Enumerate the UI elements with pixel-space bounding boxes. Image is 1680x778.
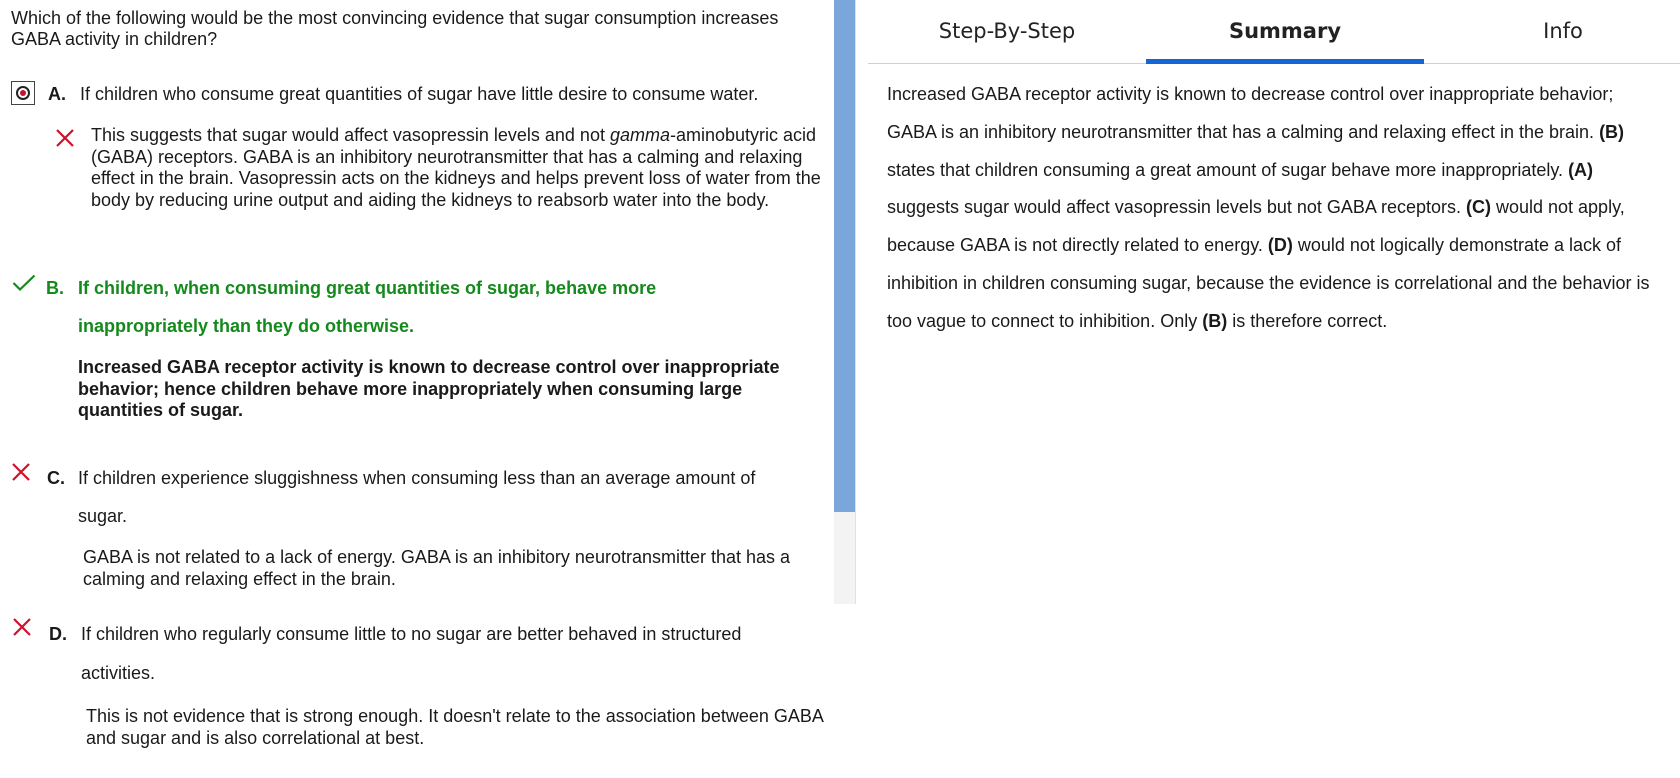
option-a-letter: A.: [48, 84, 66, 104]
radio-selected-icon[interactable]: [11, 81, 35, 105]
option-d-explanation: This is not evidence that is strong enough. It doesn't relate to the association between GABA and sugar and is also correlational at best.: [86, 706, 823, 748]
option-c-text-line1[interactable]: If children experience sluggishness when consuming less than an average amount of: [78, 468, 756, 488]
scrollbar[interactable]: [834, 0, 856, 604]
option-b-text-line1[interactable]: If children, when consuming great quantities of sugar, behave more: [78, 278, 657, 298]
option-a-explanation: This suggests that sugar would affect vasopressin levels and not gamma-aminobutyric acid (GABA) receptors. GABA is an inhibitory neurotransmitter that has a calming and relaxing effect in the brain. Vasopressin acts on the kidneys and helps prevent loss of water from the body by reducing urine output and aiding the kidneys to reabsorb water into the body.: [91, 125, 821, 210]
tab-bar: [868, 0, 1680, 64]
option-b-explanation: Increased GABA receptor activity is known to decrease control over inappropriate behavior; hence children behave more inappropriately when consuming large quantities of sugar.: [78, 357, 780, 420]
option-c-letter: C.: [47, 468, 65, 488]
explanation-panel: [856, 0, 1680, 778]
x-mark-icon: [12, 617, 32, 637]
option-d-text-line2[interactable]: activities.: [81, 663, 156, 683]
option-a-text[interactable]: If children who consume great quantities of sugar have little desire to consume water.: [80, 84, 759, 104]
tab-summary[interactable]: Summary: [1146, 0, 1424, 63]
option-b-text-line2[interactable]: inappropriately than they do otherwise.: [78, 316, 415, 336]
question-text: Which of the following would be the most convincing evidence that sugar consumption increases GABA activity in children?: [11, 8, 779, 49]
option-c-explanation: GABA is not related to a lack of energy. GABA is an inhibitory neurotransmitter that has a calming and relaxing effect in the brain.: [83, 547, 791, 589]
scrollbar-thumb[interactable]: [834, 0, 855, 512]
option-d-text-line1[interactable]: If children who regularly consume little to no sugar are better behaved in structured: [81, 624, 742, 644]
option-c-text-line2[interactable]: sugar.: [78, 506, 128, 526]
checkmark-icon: [12, 274, 36, 292]
option-d-letter: D.: [49, 624, 67, 644]
tab-info[interactable]: Info: [1543, 19, 1583, 43]
x-mark-icon: [11, 462, 31, 482]
tab-step-by-step[interactable]: Step-By-Step: [938, 19, 1076, 43]
x-mark-icon: [55, 128, 75, 148]
option-b-letter: B.: [46, 278, 64, 298]
summary-text: Increased GABA receptor activity is known to decrease control over inappropriate behavior; GABA is an inhibitory neurotransmitter that has a calming and relaxing effect in the brain. (B) states that children consuming a great amount of sugar behave more inappropriately. (A) suggests sugar would affect vasopressin levels but not GABA receptors. (C) would not apply, because GABA is not directly related to energy. (D) would not logically demonstrate a lack of inhibition in children consuming sugar, because the evidence is correlational and the behavior is too vague to connect to inhibition. Only (B) is therefore correct.: [887, 84, 1650, 331]
question-panel: [0, 0, 834, 778]
active-tab-indicator: [1146, 59, 1424, 64]
